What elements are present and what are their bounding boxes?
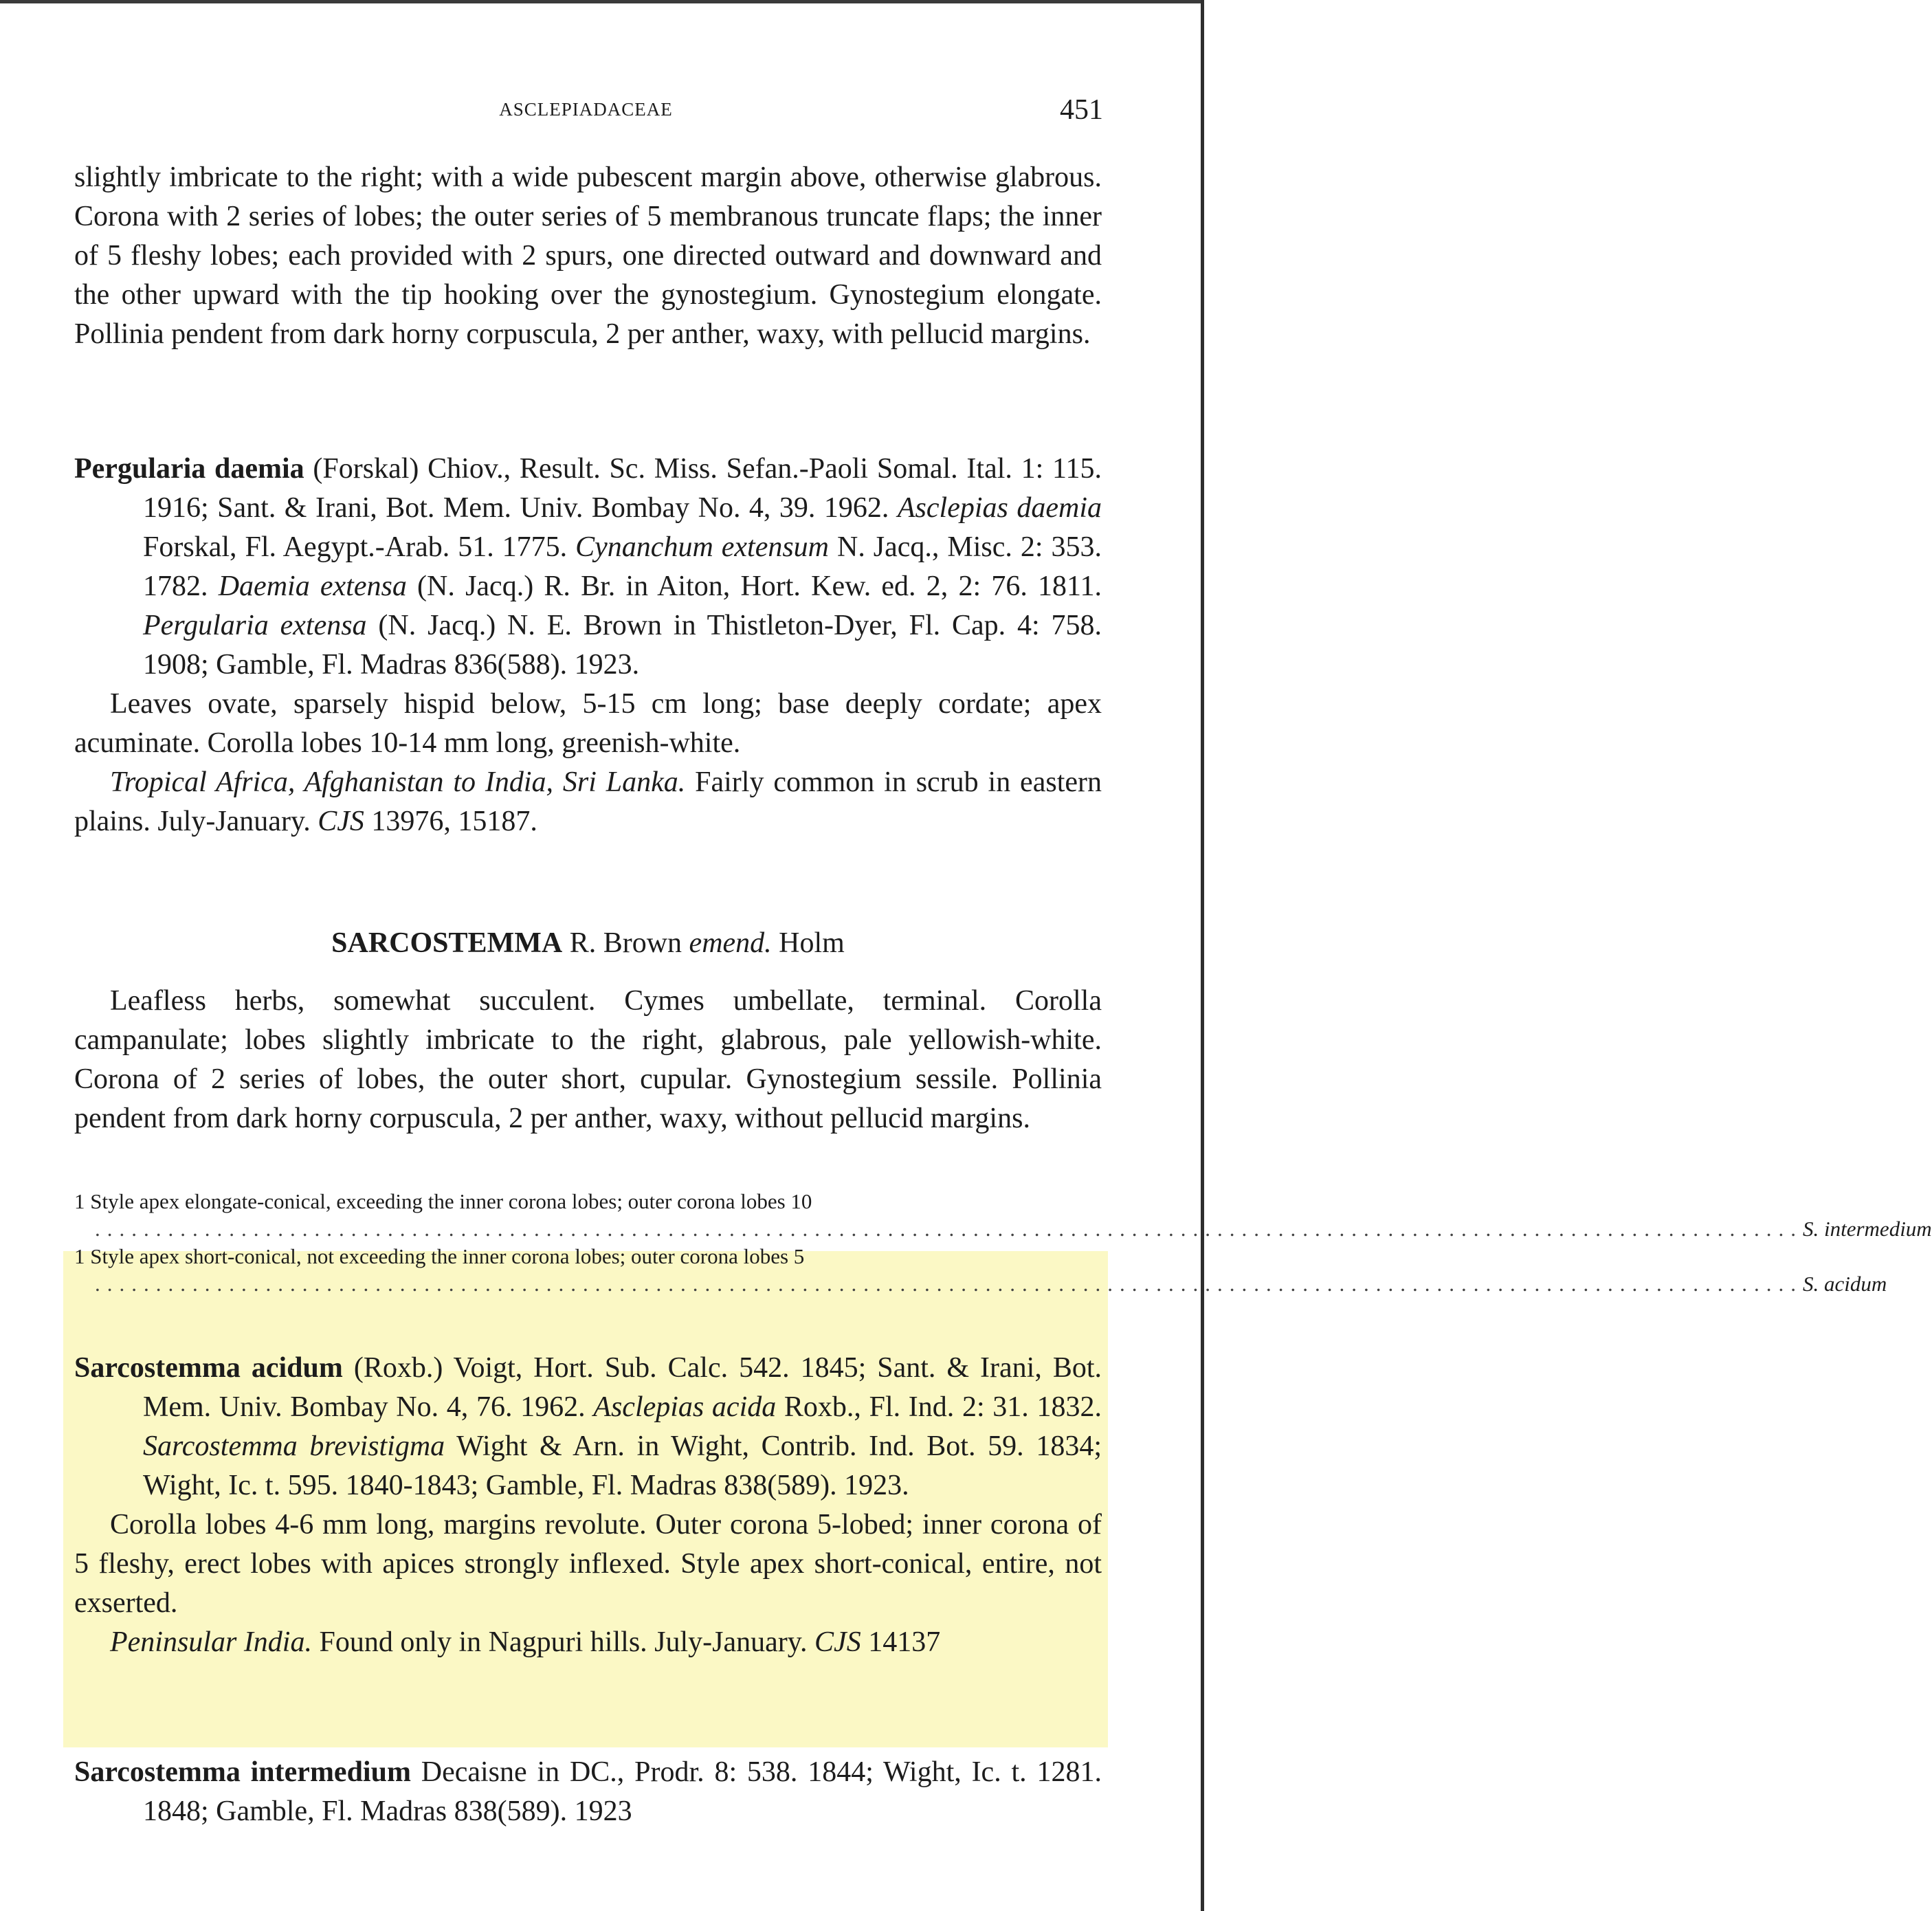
genus-description: Leafless herbs, somewhat succulent. Cymes umbellate, terminal. Corolla campanulate; lobes slightly imbricate to the right, glabrous, pale yellowish-white. Corona of 2 series of lobes, the outer short, cupular. Gynostegium sessile. Pollinia pendent from dark horny corpuscula, 2 per anther, waxy, without pellucid margins. [74, 985, 1102, 1134]
pergularia-voucher: 13976, 15187. [364, 806, 537, 837]
pergularia-description: Leaves ovate, sparsely hispid below, 5-15 cm long; base deeply cordate; apex acuminate. Corolla lobes 10-14 mm long, greenish-white. [74, 688, 1102, 759]
pergularia-ref1: (Forskal) Chiov., Result. Sc. Miss. Sefan.-Paoli Somal. Ital. 1: 115. 1916; Sant. & Irani, Bot. Mem. Univ. Bombay No. 4, 39. 1962. [143, 453, 1102, 524]
pergularia-ref2: Forskal, Fl. Aegypt.-Arab. 51. 1775. [143, 531, 576, 563]
genus-author1: R. Brown [562, 927, 689, 959]
acidum-citation [74, 1349, 1102, 1505]
intermedium-citation [74, 1753, 1102, 1831]
acidum-distribution-line [74, 1623, 1102, 1662]
key-lead-1-text: 1 Style apex elongate-conical, exceeding the inner corona lobes; outer corona lobes 10 [74, 1189, 812, 1213]
pergularia-distribution: Tropical Africa, Afghanistan to India, Sri Lanka. [110, 766, 686, 798]
key-lead-2-text: 1 Style apex short-conical, not exceeding the inner corona lobes; outer corona lobes 5 [74, 1244, 805, 1268]
scan-edge-right [1201, 0, 1204, 1911]
genus-name: SARCOSTEMMA [331, 927, 563, 959]
key-lead-1-taxon: S. intermedium [1803, 1217, 1932, 1241]
pergularia-syn3: Daemia extensa [218, 571, 407, 602]
intro-paragraph: slightly imbricate to the right; with a wide pubescent margin above, otherwise glabrous. Corona with 2 series of lobes; the outer series of 5 membranous truncate flaps; the inner of 5 fleshy lobes; each provided with 2 spurs, one directed outward and downward and the other upward with the tip hooking over the gynostegium. Gynostegium elongate. Pollinia pendent from dark horny corpuscula, 2 per anther, waxy, with pellucid margins. [74, 162, 1102, 350]
scan-edge-top [0, 0, 1204, 3]
pergularia-habitat: Fairly common in scrub in eastern plains. July-January. [74, 766, 1102, 837]
acidum-ref1: (Roxb.) Voigt, Hort. Sub. Calc. 542. 1845; Sant. & Irani, Bot. Mem. Univ. Bombay No. 4, 76. 1962. [143, 1352, 1102, 1423]
key-lead-2: 1 Style apex short-conical, not exceeding the inner corona lobes; outer corona lobes 5 ............................................................................................................................................ S. acidum [74, 1243, 1102, 1298]
genus-author2: Holm [771, 927, 845, 959]
pergularia-syn4: Pergularia extensa [143, 610, 367, 641]
acidum-ref3: Wight & Arn. in Wight, Contrib. Ind. Bot. 59. 1834; Wight, Ic. t. 595. 1840-1843; Gamble, Fl. Madras 838(589). 1923. [143, 1431, 1102, 1501]
acidum-description: Corolla lobes 4-6 mm long, margins revolute. Outer corona 5-lobed; inner corona of 5 fleshy, erect lobes with apices strongly inflexed. Style apex short-conical, entire, not exserted. [74, 1509, 1102, 1619]
intro-paragraph-block [74, 158, 1102, 354]
genus-description-block [74, 982, 1102, 1138]
pergularia-entry [74, 450, 1102, 841]
page-number: 451 [1060, 94, 1103, 126]
running-head: ASCLEPIADACEAE [499, 99, 673, 120]
pergularia-ref4: (N. Jacq.) R. Br. in Aiton, Hort. Kew. ed. 2, 2: 76. 1811. [406, 571, 1102, 602]
acidum-syn2: Sarcostemma brevistigma [143, 1431, 445, 1462]
acidum-entry [74, 1349, 1102, 1662]
pergularia-ref5: (N. Jacq.) N. E. Brown in Thistleton-Dyer, Fl. Cap. 4: 758. 1908; Gamble, Fl. Madras 836(588). 1923. [143, 610, 1102, 681]
pergularia-voucher-label: CJS [318, 806, 364, 837]
pergularia-ref3: N. Jacq., Misc. 2: 353. 1782. [143, 531, 1102, 602]
genus-heading [74, 927, 1102, 960]
acidum-voucher-label: CJS [814, 1626, 861, 1658]
acidum-syn1: Asclepias acida [593, 1391, 777, 1423]
key-lead-1: 1 Style apex elongate-conical, exceeding the inner corona lobes; outer corona lobes 10 ............................................................................................................................................ S. intermedium [74, 1188, 1102, 1243]
acidum-habitat: Found only in Nagpuri hills. July-January. [311, 1626, 815, 1658]
acidum-name: Sarcostemma acidum [74, 1352, 343, 1384]
acidum-voucher: 14137 [860, 1626, 941, 1658]
pergularia-syn2: Cynanchum extensum [575, 531, 830, 563]
acidum-ref2: Roxb., Fl. Ind. 2: 31. 1832. [776, 1391, 1102, 1423]
pergularia-name: Pergularia daemia [74, 453, 304, 485]
pergularia-syn1: Asclepias daemia [897, 492, 1102, 524]
intermedium-entry [74, 1753, 1102, 1831]
pergularia-distribution-line [74, 763, 1102, 841]
page-header [69, 93, 1103, 135]
acidum-distribution: Peninsular India. [110, 1626, 312, 1658]
intermedium-ref1: Decaisne in DC., Prodr. 8: 538. 1844; Wight, Ic. t. 1281. 1848; Gamble, Fl. Madras 838(589). 1923 [143, 1756, 1102, 1827]
genus-emend: emend. [689, 927, 772, 959]
intermedium-name: Sarcostemma intermedium [74, 1756, 411, 1788]
key-lead-2-taxon: S. acidum [1803, 1272, 1887, 1296]
pergularia-citation [74, 450, 1102, 685]
species-key [74, 1188, 1932, 1298]
